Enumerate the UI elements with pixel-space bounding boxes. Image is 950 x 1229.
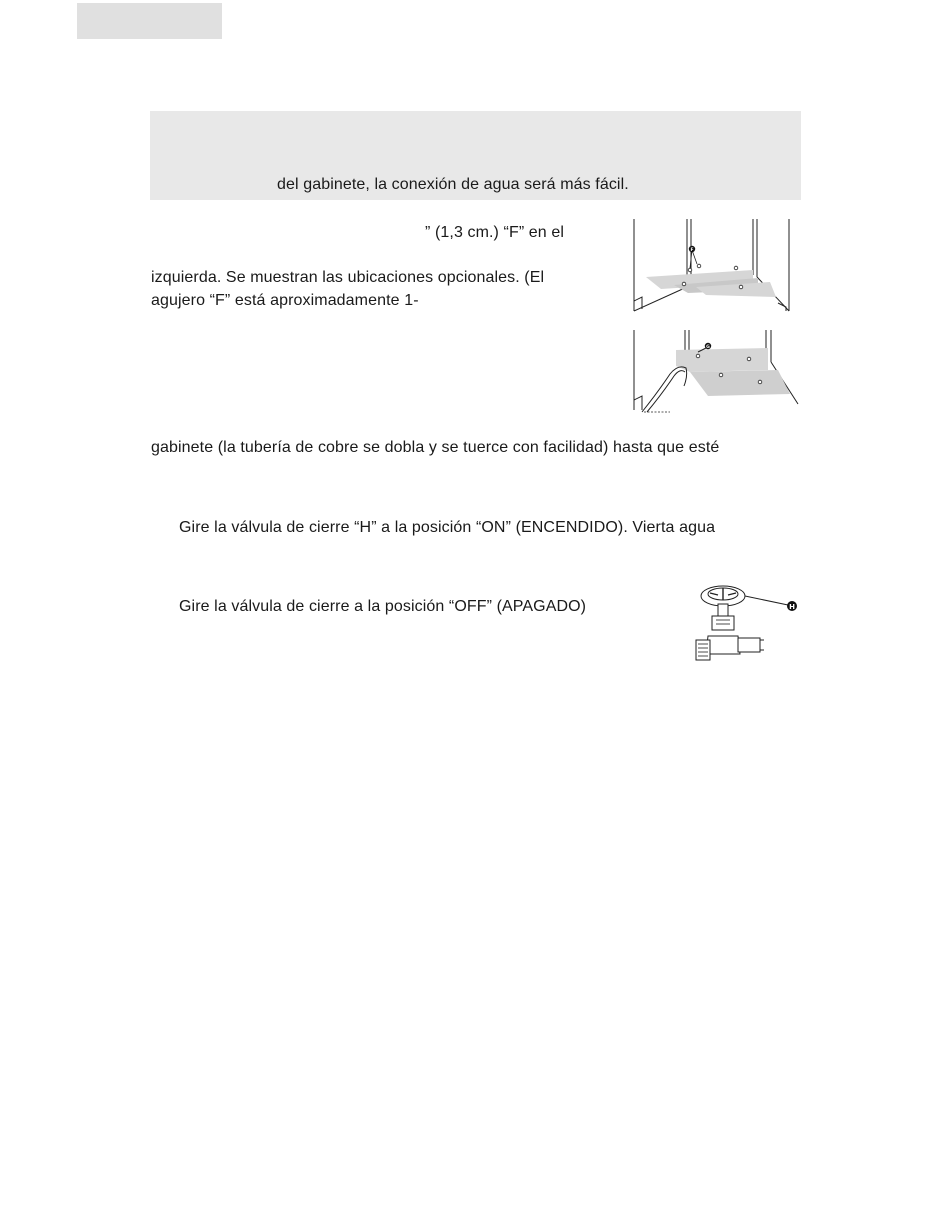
cabinet-tube-diagram (628, 326, 800, 416)
shutoff-valve-diagram (690, 578, 805, 668)
cabinet-hole-diagram (628, 215, 798, 315)
note-text: del gabinete, la conexión de agua será más fácil. (277, 176, 629, 193)
callout-f: F (690, 247, 694, 253)
hole-size-text: ” (1,3 cm.) “F” en el (425, 224, 565, 241)
callout-h: H (789, 603, 795, 611)
valve-on-text: Gire la válvula de cierre “H” a la posición “ON” (ENCENDIDO). Vierta agua (179, 519, 716, 536)
tubing-text: gabinete (la tubería de cobre se dobla y se tuerce con facilidad) hasta que esté (151, 439, 720, 456)
header-tab-block (77, 3, 222, 39)
options-text-line-2: agujero “F” está aproximadamente 1- (151, 292, 419, 309)
options-text-line-1: izquierda. Se muestran las ubicaciones opcionales. (El (151, 269, 545, 286)
valve-off-text: Gire la válvula de cierre a la posición “OFF” (APAGADO) (179, 598, 587, 615)
callout-g: G (706, 344, 710, 350)
note-box (150, 111, 801, 200)
